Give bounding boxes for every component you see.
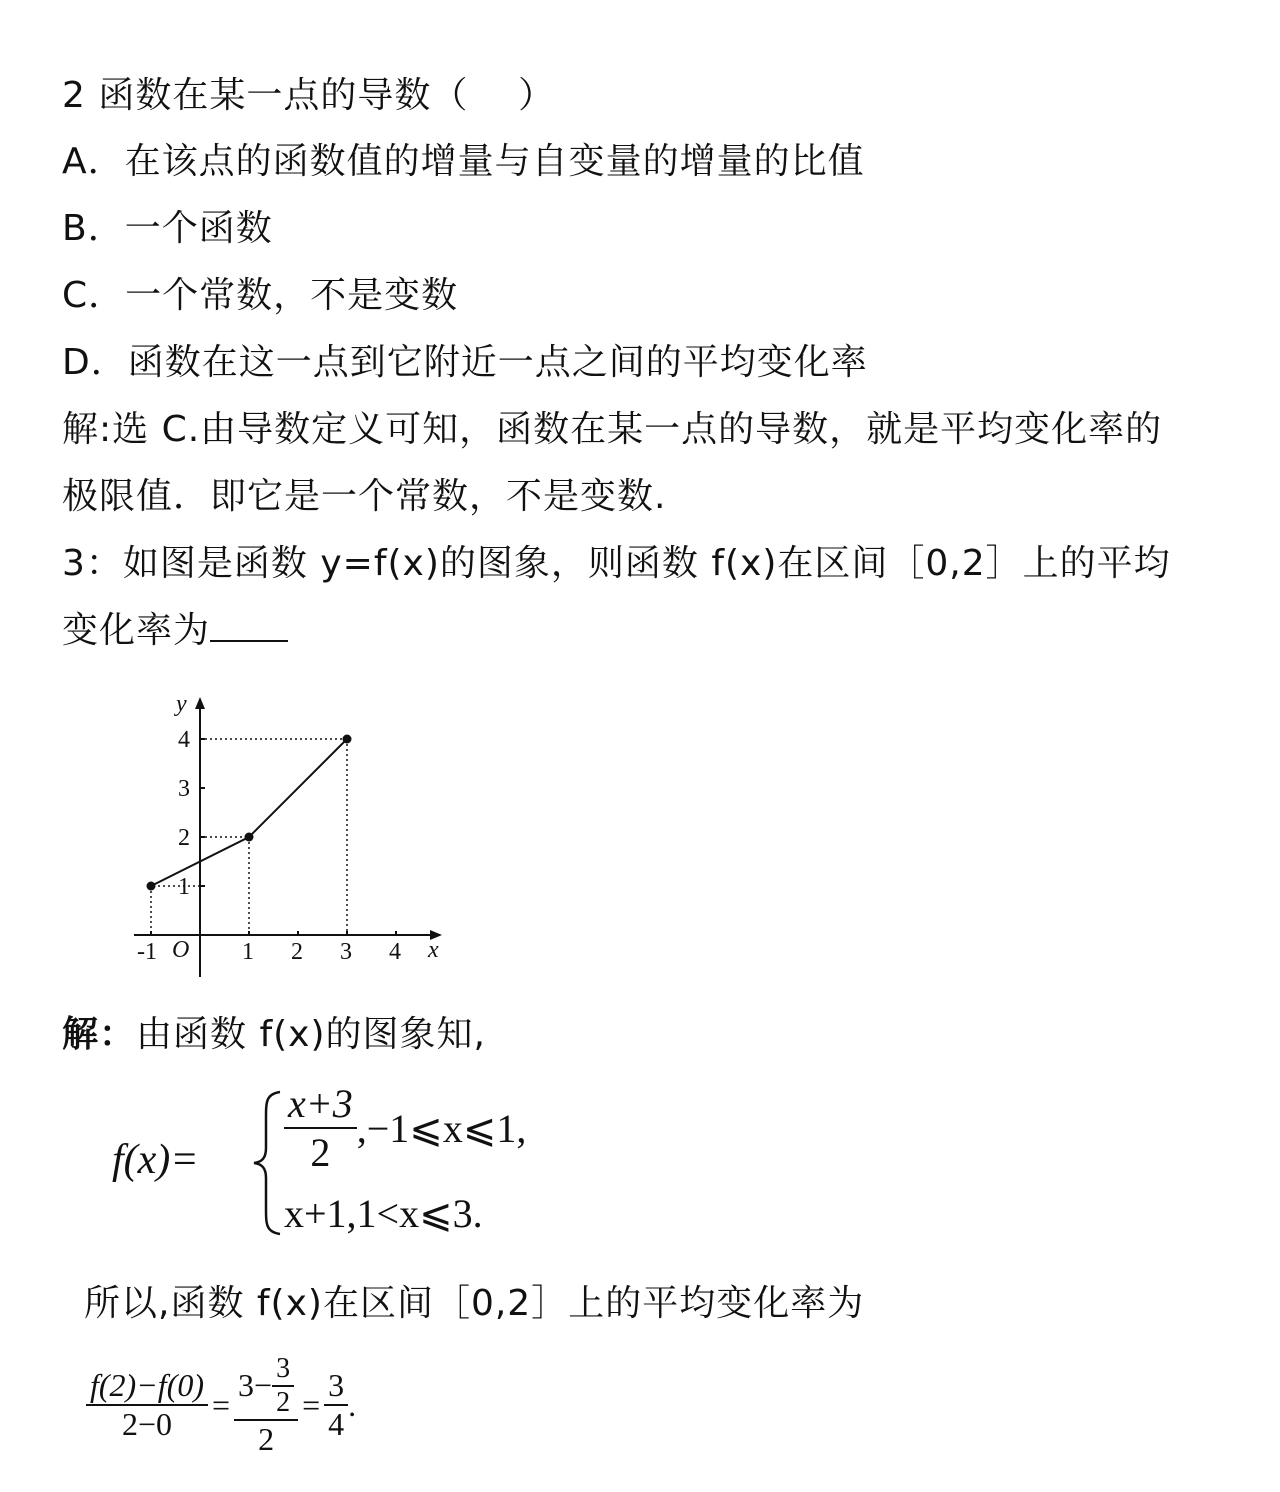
frac3-denominator: 4 <box>328 1406 345 1442</box>
final-formula <box>86 1340 546 1470</box>
x-axis-label: x <box>428 937 439 963</box>
equals-1: = <box>212 1386 231 1423</box>
y-tick-label: 4 <box>178 727 190 753</box>
q2-stem: 2 函数在某一点的导数（ ） <box>62 75 556 116</box>
frac2-inner-denominator: 2 <box>276 1386 291 1418</box>
q2-option-c: C．一个常数，不是变数 <box>62 275 459 316</box>
ticks-group <box>137 727 401 965</box>
piecewise-lhs: f(x)= <box>112 1137 199 1183</box>
y-axis-label: y <box>176 691 187 717</box>
graph-svg <box>120 685 460 985</box>
answer-blank <box>210 610 288 642</box>
q3-solution <box>62 1013 486 1057</box>
q2-option-d: D．函数在这一点到它附近一点之间的平均变化率 <box>62 342 868 383</box>
q2-option-a: A．在该点的函数值的增量与自变量的增量的比值 <box>62 141 865 182</box>
x-tick-label: 4 <box>389 939 401 965</box>
x-tick-label: 2 <box>291 939 303 965</box>
function-graph <box>120 685 460 985</box>
q2-solution-line1: 解:选 C.由导数定义可知，函数在某一点的导数，就是平均变化率的 <box>62 409 1163 450</box>
case1-condition: ,−1⩽x⩽1, <box>356 1105 527 1151</box>
y-axis-arrow <box>195 697 205 709</box>
piecewise-formula <box>108 1080 648 1250</box>
data-point <box>245 833 254 842</box>
frac2-denominator: 2 <box>258 1420 275 1457</box>
solution-text: 由函数 f(x)的图象知, <box>136 1014 486 1055</box>
data-point <box>147 882 156 891</box>
frac2-inner-numerator: 3 <box>276 1352 291 1384</box>
x-tick-label: 3 <box>340 939 352 965</box>
data-point <box>343 735 352 744</box>
x-tick-label: 1 <box>242 939 254 965</box>
q2-option-b: B．一个函数 <box>62 208 273 249</box>
final-period: . <box>348 1386 357 1423</box>
frac1-denominator: 2−0 <box>121 1406 173 1442</box>
frac2-numerator-lead: 3− <box>238 1367 273 1403</box>
q3-conclusion: 所以,函数 f(x)在区间［0,2］上的平均变化率为 <box>84 1283 865 1324</box>
q2-solution-line2: 极限值．即它是一个常数，不是变数. <box>62 476 667 517</box>
case1-denominator: 2 <box>310 1130 331 1175</box>
brace-icon <box>248 1088 288 1238</box>
q3-stem-line1: 3：如图是函数 y=f(x)的图象，则函数 f(x)在区间［0,2］上的平均 <box>62 543 1171 584</box>
solution-label: 解： <box>62 1014 137 1055</box>
piecewise-case2: x+1,1<x⩽3. <box>284 1191 483 1236</box>
x-tick-label: -1 <box>137 939 157 965</box>
case1-numerator: x+3 <box>288 1081 353 1126</box>
piecewise-case1 <box>284 1080 526 1176</box>
y-tick-label: 1 <box>178 874 190 900</box>
frac3-numerator: 3 <box>328 1367 345 1403</box>
frac1-numerator: f(2)−f(0) <box>90 1367 204 1403</box>
origin-label: O <box>172 937 190 963</box>
q3-stem-line2 <box>62 609 288 653</box>
y-tick-label: 3 <box>178 776 190 802</box>
y-tick-label: 2 <box>178 825 190 851</box>
q3-stem-text: 变化率为 <box>62 610 211 651</box>
equals-2: = <box>302 1386 321 1423</box>
